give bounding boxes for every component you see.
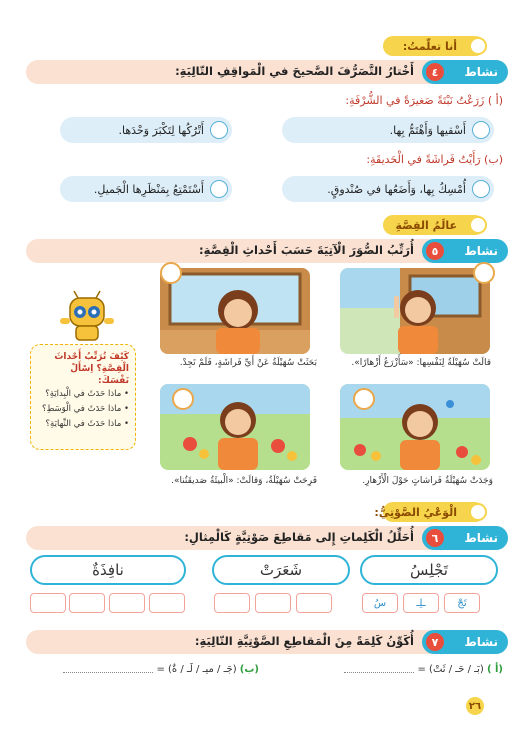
syllable-answer-box[interactable]: [30, 593, 66, 613]
syllable-answer-box[interactable]: [255, 593, 291, 613]
syllable-answer-box[interactable]: [69, 593, 105, 613]
activity-tag: [422, 239, 508, 263]
activity-6-bar: [26, 526, 508, 550]
order-circle-2[interactable]: [160, 262, 182, 284]
tip-item-text: ماذا حَدَثَ في الْبِدايَةِ؟: [45, 389, 122, 399]
activity-number: ٧: [426, 633, 444, 651]
radio-button[interactable]: [210, 180, 228, 198]
order-circle-1[interactable]: [473, 262, 495, 284]
answer-line[interactable]: [344, 665, 414, 673]
activity-tag-label: نشاط: [464, 531, 498, 545]
tip-box: [30, 344, 136, 450]
tip-item-text: ماذا حَدَثَ في النِّهايَةِ؟: [45, 419, 122, 429]
activity-title: أَخْتارُ التَّصَرُّفَ الصَّحيحَ في الْمَواقِفِ التّالِيَةِ:: [175, 64, 414, 78]
syllable-box: سُ: [362, 593, 398, 613]
activity-5-bar: [26, 239, 508, 263]
activity-number: ٥: [426, 242, 444, 260]
question-a-prompt: (أ ) زَرَعْتُ نَبْتَةً صَغيرَةً في الشُّرْفَةِ:: [345, 94, 503, 107]
girl-thinking-illustration: [160, 268, 310, 354]
section-pill-story: [383, 215, 485, 235]
question-b-prompt: (ب) رَأَيْتُ فَراشَةً في الْحَديقَةِ:: [366, 153, 503, 166]
activity-tag: [422, 60, 508, 84]
option-label: أَتْرُكُها لِتَكْبَرَ وَحْدَها.: [118, 123, 204, 137]
syllable-answer-box[interactable]: [296, 593, 332, 613]
radio-button[interactable]: [472, 121, 490, 139]
option-label: أَسْتَمْتِعُ بِمَنْظَرِها الْجَميلِ.: [93, 182, 204, 196]
caption-1: قالَتْ سُهَيْلَةُ لِنَفْسِها: «سَأَزْرَعُ أَزْهارًا».: [351, 358, 491, 368]
section-pill-phonics: [374, 502, 485, 522]
answer-line[interactable]: [63, 665, 153, 673]
syllable-answer-box[interactable]: [149, 593, 185, 613]
tip-item: • ماذا حَدَثَ في الْوَسَطِ؟: [41, 404, 129, 414]
activity-4-bar: [26, 60, 508, 84]
syllable-answer-box[interactable]: [109, 593, 145, 613]
activity-tag-label: نشاط: [464, 635, 498, 649]
activity-tag-label: نشاط: [464, 244, 498, 258]
activity-number: ٦: [426, 529, 444, 547]
story-picture-2: [160, 268, 310, 354]
robot-mascot-icon: [56, 290, 118, 342]
page-number: ٢٦: [466, 697, 484, 715]
activity-title: أُكَوِّنُ كَلِمَةً مِنَ الْمَقاطِعِ الصَّوْتِيَّةِ التّالِيَةِ:: [194, 634, 414, 648]
tip-item: • ماذا حَدَثَ في النِّهايَةِ؟: [45, 419, 129, 429]
activity-tag: [422, 526, 508, 550]
section-title: أنا تعلّمتُ:: [402, 39, 457, 53]
caption-2: بَحَثَتْ سُهَيْلَةُ عَنْ أَيِّ فَراشَةٍ، فَلَمْ تَجِدْ.: [179, 358, 317, 368]
option-label: أَسْقيها وَأَهْتَمُّ بِها.: [389, 123, 466, 137]
syllable-box: تَجْ: [444, 593, 480, 613]
tip-item-text: ماذا حَدَثَ في الْوَسَطِ؟: [41, 404, 122, 414]
pill-circle-icon: [469, 216, 487, 234]
tip-item: • ماذا حَدَثَ في الْبِدايَةِ؟: [45, 389, 129, 399]
word-box-2: شَعَرَتْ: [212, 555, 350, 585]
caption-4: فَرِحَتْ سُهَيْلَةُ، وَقالَتْ: «الْبيئَةُ صَديقَتُنا».: [171, 476, 317, 486]
syllables-b: (جَـ / ميـ / لَـ / ةٌ) =: [156, 664, 237, 675]
girl-pointing-illustration: [340, 268, 490, 354]
option-label: أُمْسِكُ بِها، وَأَضَعُها في صُنْدوقٍ.: [327, 182, 466, 196]
section-title: عالَمُ القِصَّةِ: [395, 218, 457, 232]
activity-title: أُحَلِّلُ الْكَلِماتِ إِلى مَقاطِعَ صَوْتِيَّةٍ كَالْمِثالِ:: [184, 530, 414, 544]
question-7b: [63, 664, 259, 675]
question-label: (أ ): [486, 664, 503, 675]
order-circle-3[interactable]: [353, 388, 375, 410]
pill-circle-icon: [469, 503, 487, 521]
option-b1[interactable]: [282, 176, 494, 202]
option-a1[interactable]: [282, 117, 494, 143]
section-title: الْوَعْيُ الصَّوْتِيُّ:: [374, 505, 457, 519]
activity-title: أُرَتِّبُ الصُّوَرَ الْآتِيَةَ حَسَبَ أَحْداثِ الْقِصَّةِ:: [199, 243, 414, 257]
radio-button[interactable]: [210, 121, 228, 139]
option-b2[interactable]: [60, 176, 232, 202]
syllable-answer-box[interactable]: [214, 593, 250, 613]
syllable-box: ـلِـ: [403, 593, 439, 613]
activity-7-bar: [26, 630, 508, 654]
syllables-a: (بَـ / حَـ / ثَتْ) =: [417, 664, 484, 675]
radio-button[interactable]: [472, 180, 490, 198]
section-pill-learned: [383, 36, 485, 56]
activity-tag: [422, 630, 508, 654]
activity-tag-label: نشاط: [464, 65, 498, 79]
order-circle-4[interactable]: [172, 388, 194, 410]
activity-number: ٤: [426, 63, 444, 81]
question-label: (ب): [239, 664, 259, 675]
caption-3: وَجَدَتْ سُهَيْلَةُ فَراشاتٍ حَوْلَ الْأَزْهارِ.: [362, 476, 493, 486]
story-picture-1: [340, 268, 490, 354]
word-box-1: تَجْلِسُ: [360, 555, 498, 585]
tip-title: كَيْفَ تُرَتِّبُ أَحْداثَ الْقِصَّةِ؟ اِسْأَلْ نَفْسَكَ:: [54, 352, 129, 386]
pill-circle-icon: [469, 37, 487, 55]
word-box-3: نافِذَةٌ: [30, 555, 186, 585]
option-a2[interactable]: [60, 117, 232, 143]
question-7a: [344, 664, 503, 675]
